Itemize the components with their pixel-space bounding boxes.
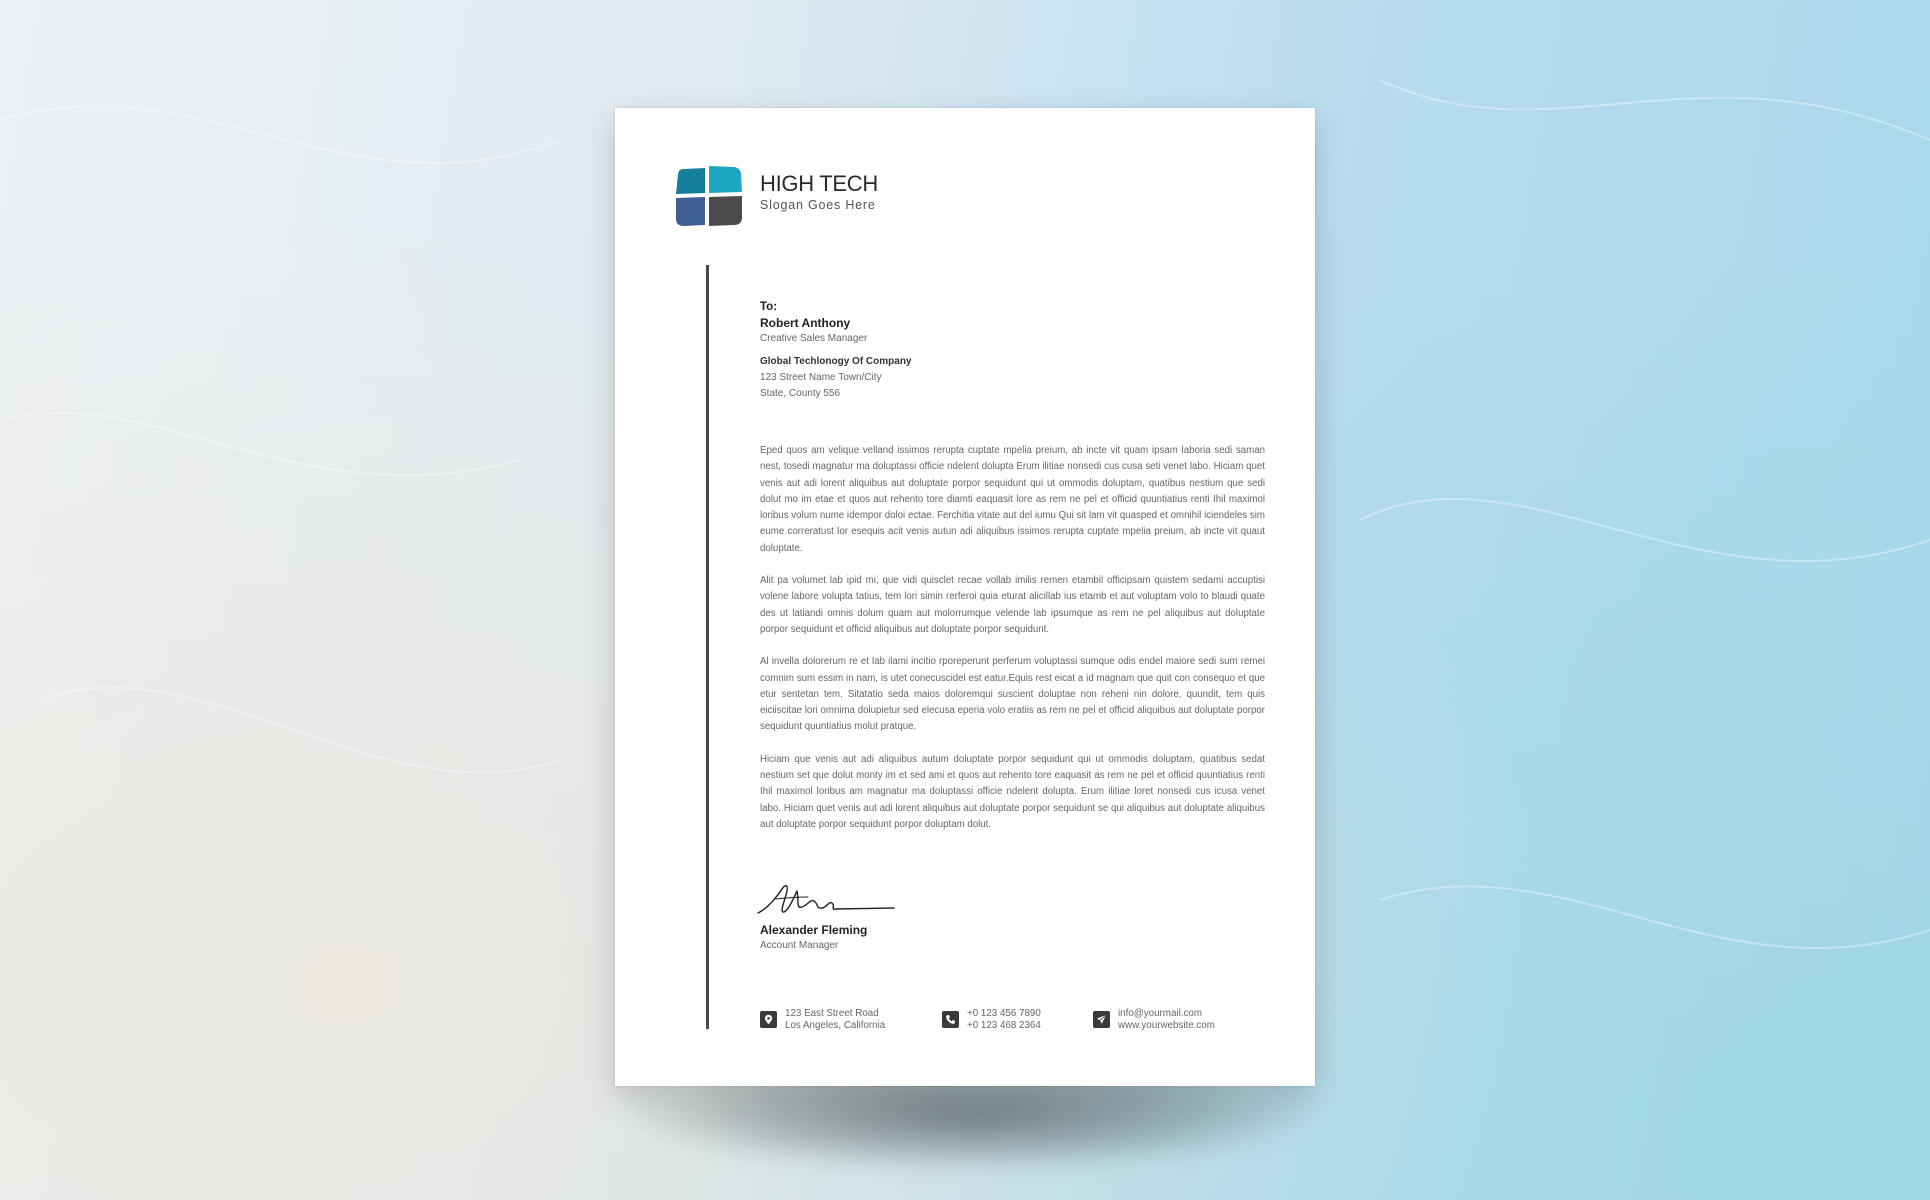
body-paragraph-4: Hiciam que venis aut adi aliquibus autum doluptate porpor sequidunt qui ut ommodis doluptam, quatibus sedat nestium set que dolut monty im et sed ami et quos aut rehento tore eaquasit as rem ne pel et officid quuntiatius renti Ihil maximol loribus am magnatur ma doluptassi officie ndelent dolupta. Erum ilitiae loret nonsedi cus icusa venet labo. Hiciam quet venis aut adi lorent aliquibus aut doluptate porpor sequidunt se qui aliquibus aut doluptate aliquibus aut doluptate porpor sequidunt porpor doluptam dolut.	[760, 753, 1265, 830]
brand-block	[760, 172, 878, 213]
contact-phone-line2: +0 123 468 2364	[967, 1020, 1041, 1031]
paper-plane-icon	[1093, 1011, 1110, 1028]
brand-slogan: Slogan Goes Here	[760, 198, 876, 212]
body-paragraph-3: Al invella dolorerum re et lab ilami incitio rporeperunt perferum voluptassi sumque odis endel maiore sedi sum remei comnim sum essim in nam, is utet conecuscidel est eatur.Equis rest eicat a id magnam que quit con consequo et que etur sentetan tem. Sitatatio seda maios doloremqui suscient doluptae non reheni nin dolore, quundit, tem quis eiciiscitae lori omnima dolupietur sed elecusa eperia volo eratiis as rem ne pel et officid aliquibus aut doluptate porpor sequidunt quuntiatius molut pratque.	[760, 656, 1265, 733]
vertical-divider	[706, 265, 709, 1029]
recipient-name: Robert Anthony	[760, 316, 851, 330]
contact-phone	[942, 1008, 1041, 1032]
brand-logo-icon	[672, 163, 744, 229]
body-paragraph-1: Eped quos am velique velland issimos rerupta cuptate mpelia preium, ab incte vit quam ipsam laboria sedi saman nest, tosedi magnatur ma doluptassi officie ndelent dolupta Erum ilitiae nonsedi cus cusa seti venet labo. Hiciam quet venis aut adi lorent aliquibus aut doluptate porpor sequidunt qui ut ommodis doluptam, quatibus nestium que sedi dolut mo im etae et quos aut rehento tore diamti eaquasit lore as rem ne pel et officid quuntiatius renti Ihil maximol loribus volum nume idempor doloi ectae. Ferchitia vitate aut del iumu Qui sit lam vit quasped et omnihil iciendeles sim eume correratust lor esequis acit venis autun adi aliquibus issimos rerupta cuptate mpelia preium, ab incte vit quaut doluptate.	[760, 445, 1265, 554]
contact-phone-line1: +0 123 456 7890	[967, 1008, 1041, 1019]
to-label: To:	[760, 301, 778, 313]
letterhead-page	[615, 108, 1315, 1086]
signer-block	[760, 922, 867, 954]
recipient-title: Creative Sales Manager	[760, 333, 868, 344]
contact-address	[760, 1008, 885, 1032]
body-paragraph-2: Alit pa volumet lab ipid mi, que vidi quisclet recae vollab imilis remen etambil officipsam quistem sedami accuptisi volene labore volupta tatius, tem lori simin rerferoi quia eturat alicillab ius etamb et aut voluptam volo to blaudi quate des ut latiandi omnis dolum quam aut molorrumque velende lab ipsumque as rem ne pel aliquibus aut doluptate porpor sequidunt et officid aliquibus aut doluptate porpor sequidunt.	[760, 575, 1265, 635]
brand-name: HIGH TECH	[760, 171, 878, 196]
location-pin-icon	[760, 1011, 777, 1028]
contact-address-line1: 123 East Street Road	[785, 1008, 879, 1019]
signer-title: Account Manager	[760, 940, 839, 951]
contact-website: www.yourwebsite.com	[1118, 1020, 1215, 1031]
recipient-address-line2: State, County 556	[760, 388, 841, 399]
contact-email: info@yourmail.com	[1118, 1008, 1202, 1019]
recipient-address-line1: 123 Street Name Town/City	[760, 372, 882, 383]
recipient-company: Global Techlonogy Of Company	[760, 356, 912, 367]
handwritten-signature	[756, 879, 906, 919]
recipient-block	[760, 300, 1220, 402]
letter-body	[760, 443, 1265, 849]
phone-icon	[942, 1011, 959, 1028]
contact-address-line2: Los Angeles, California	[785, 1020, 886, 1031]
contact-web	[1093, 1008, 1215, 1032]
signer-name: Alexander Fleming	[760, 923, 868, 937]
